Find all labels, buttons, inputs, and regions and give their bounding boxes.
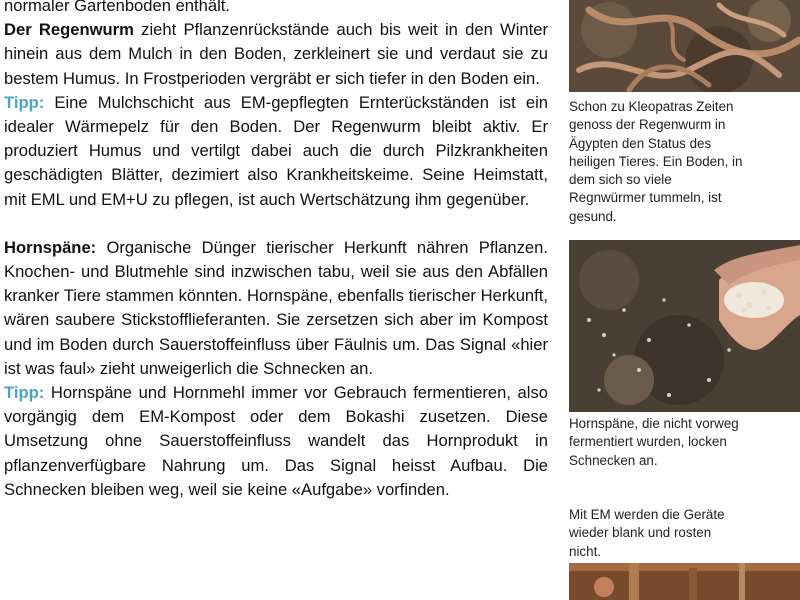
tipp-label: Tipp: xyxy=(4,92,45,112)
text-tipp-2: Hornspäne und Hornmehl immer vor Gebrauch fermentieren, also vorgängig dem EM-Kompost oder dem Bokashi zusetzen. Diese Umsetzung ohne Sauerstoffeinfluss wandelt das Hornprodukt in pflanzenverfügbare Nahrung um. Das Signal heisst Aufbau. Die Schnecken bleiben weg, weil sie keine «Aufgabe» vorfinden. xyxy=(4,383,548,499)
text-hornspaene: Organische Dünger tierischer Herkunft nähren Pflanzen. Knochen- und Blutmehle sind inzwischen tabu, weil sie aus den Abfällen kranker Tiere stammen könnten. Hornspäne, ebenfalls tierischer Herkunft, wären saubere Stickstofflieferanten. Sie zersetzen sich aber im Kompost und im Boden durch Sauerstoffeinfluss über Fäulnis um. Das Signal «hier ist was faul» zieht unweigerlich die Schnecken an. xyxy=(4,237,548,378)
tipp-label: Tipp: xyxy=(4,383,45,403)
lead-regenwurm: Der Regenwurm xyxy=(4,20,134,40)
lead-hornspaene: Hornspäne: xyxy=(4,237,97,257)
sidebar-column xyxy=(565,0,800,600)
paragraph-regenwurm xyxy=(4,18,548,91)
main-text-column xyxy=(4,0,548,502)
paragraph-hornspaene xyxy=(4,236,548,381)
text-tipp-1: Eine Mulchschicht aus EM-gepflegten Ernterückständen ist ein idealer Wärmepelz für den Boden. Der Regenwurm bleibt aktiv. Er produziert Humus und vertilgt dabei auch die durch Pilzkrankheiten geschädigten Blätter, dezimiert also Krankheitskeime. Seine Heimstatt, mit EML und EM+U zu pflegen, ist auch Wertschätzung ihm gegenüber. xyxy=(4,92,548,209)
photo-tools xyxy=(569,563,800,600)
caption-hornspaene: Hornspäne, die nicht vorweg fermentiert wurden, locken Schnecken an. xyxy=(569,416,739,468)
caption-tools: Mit EM werden die Geräte wieder blank und rosten nicht. xyxy=(569,507,725,559)
caption-earthworms: Schon zu Kleopatras Zeiten genoss der Regenwurm in Ägypten den Status des heiligen Tieres. Ein Boden, in dem sich so viele Regnwürmer tummeln, ist gesund. xyxy=(569,99,743,224)
photo-earthworms xyxy=(569,0,800,92)
paragraph-continuation: normaler Gartenboden enthält. xyxy=(4,0,231,15)
paragraph-tipp-1 xyxy=(4,91,548,212)
text-regenwurm: zieht Pflanzenrückstände auch bis weit in den Winter hinein aus dem Mulch in den Boden, zerkleinert sie und verdaut sie zu bestem Humus. In Frostperioden vergräbt er sich tiefer in den Boden ein. xyxy=(4,20,548,88)
paragraph-tipp-2 xyxy=(4,381,548,502)
photo-hornspaene xyxy=(569,240,800,412)
